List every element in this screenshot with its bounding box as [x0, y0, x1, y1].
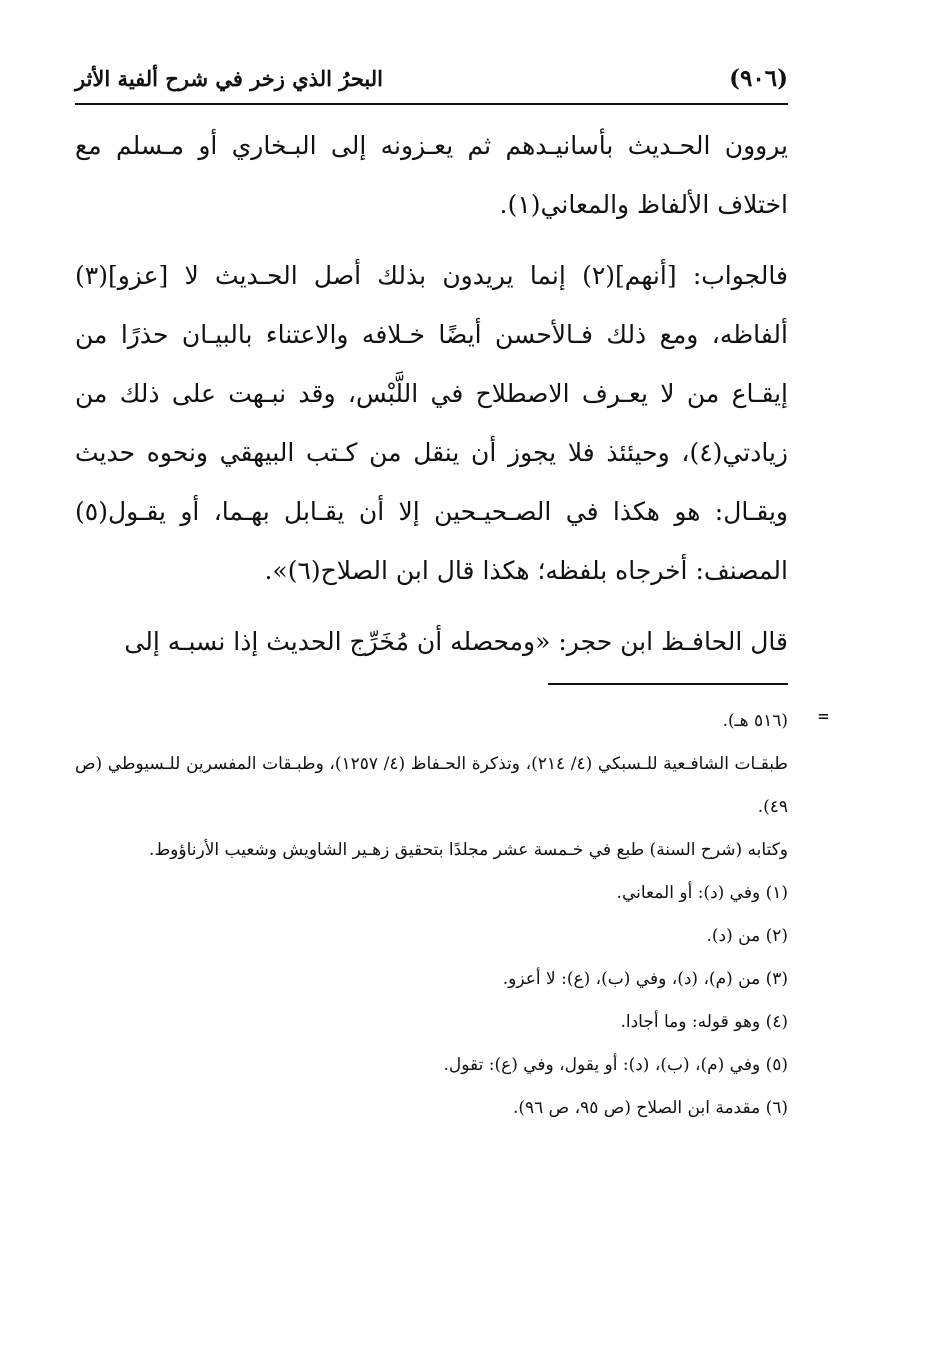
footnote-continuation-1: (٥١٦ هـ). — [722, 711, 788, 731]
running-title: البحرُ الذي زخر في شرح ألفية الأثر — [75, 65, 383, 91]
footnote-continuation-3: وكتابه (شرح السنة) طبع في خـمسة عشر مجلدًا بتحقيق زهـير الشاويش وشعيب الأرناؤوط. — [149, 840, 788, 860]
footnote-continuation-2: طبقـات الشافـعية للـسبكي (٤/ ٢١٤)، وتذكرة الحـفاظ (٤/ ١٢٥٧)، وطبـقات المفسرين للـسيوطي (ص ٤٩). — [75, 754, 788, 817]
margin-mark: = — [818, 706, 829, 727]
paragraph-2: فالجواب: [أنهم](٢) إنما يريدون بذلك أصل الحـديث لا [عزو](٣) ألفاظه، ومع ذلك فـالأحسن أيضًا خـلافه والاعتناء بالبيـان حذرًا من إيقـاع من لا يعـرف الاصطلاح في اللَّبْس، وقد نبـهت على ذلك من زيادتي(٤)، وحيئئذ فلا يجوز أن ينقل من كـتب البيهقي ونحوه حديث ويقـال: هو هكذا في الصـحيـحين إلا أن يقـابل بهـما، أو يقـول(٥) المصنف: أخرجاه بلفظه؛ هكذا قال ابن الصلاح(٦)». — [75, 261, 788, 585]
footnote-1: (١) وفي (د): أو المعاني. — [616, 883, 788, 903]
paragraph-3: قال الحافـظ ابن حجر: «ومحصله أن مُخَرِّج الحديث إذا نسبـه إلى — [124, 627, 788, 656]
footnote-separator — [548, 683, 788, 685]
main-text — [75, 116, 788, 671]
footnotes — [75, 700, 788, 1130]
footnote-3: (٣) من (م)، (د)، وفي (ب)، (ع): لا أعزو. — [502, 969, 788, 989]
footnote-5: (٥) وفي (م)، (ب)، (د): أو يقول، وفي (ع): تقول. — [443, 1055, 788, 1075]
header-rule — [75, 103, 788, 105]
footnote-6: (٦) مقدمة ابن الصلاح (ص ٩٥، ص ٩٦). — [512, 1098, 788, 1118]
footnote-2: (٢) من (د). — [706, 926, 788, 946]
page-header — [75, 58, 788, 98]
page-number: (٩٠٦) — [729, 64, 788, 92]
footnote-4: (٤) وهو قوله: وما أجادا. — [620, 1012, 788, 1032]
paragraph-1: يروون الحـديث بأسانيـدهم ثم يعـزونه إلى البـخاري أو مـسلم مع اختلاف الألفاظ والمعاني(١). — [75, 131, 788, 219]
